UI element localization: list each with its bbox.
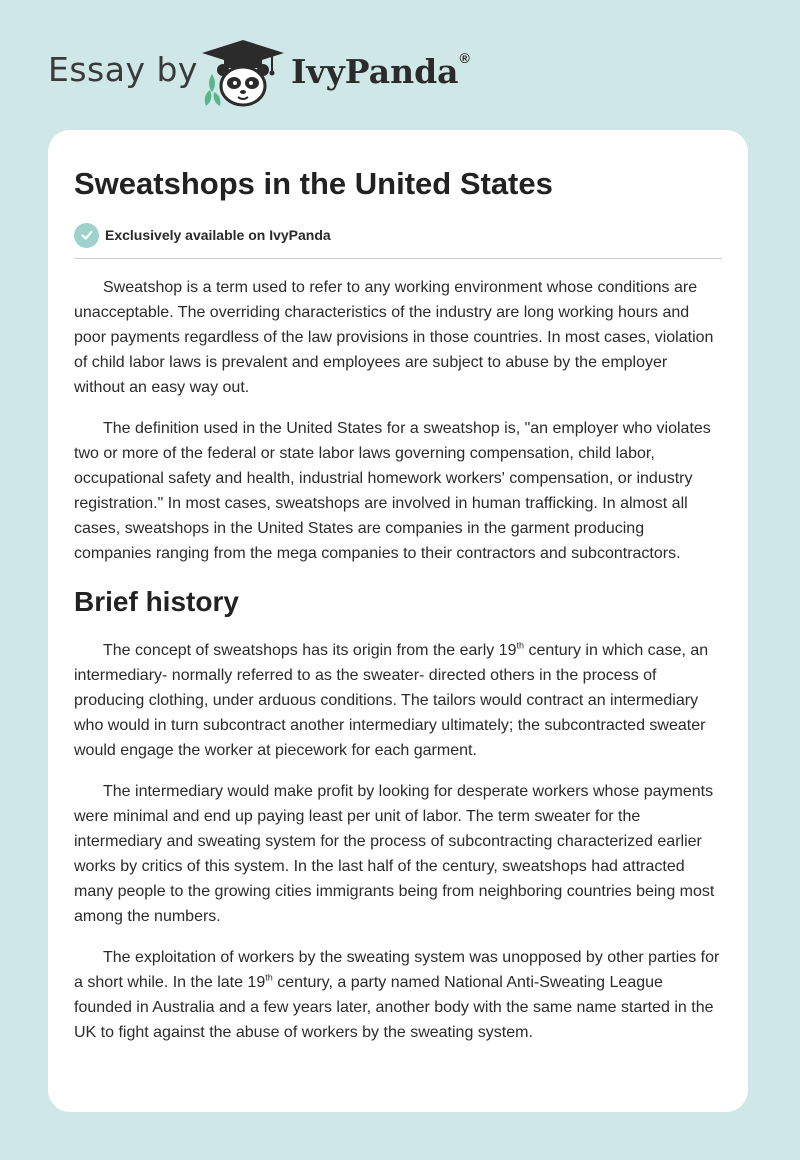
- paragraph: The exploitation of workers by the sweating system was unopposed by other parties for a short while. In the late 19th century, a party named National Anti-Sweating League founded in Australia and a few years later, another body with the same name started in the UK to fight against the abuse of workers by the sweating system.: [74, 949, 720, 1041]
- exclusive-badge: [74, 222, 722, 248]
- paragraph: The definition used in the United States for a sweatshop is, "an employer who violates two or more of the federal or state labor laws governing compensation, child labor, occupational safety and health, industrial homework workers' compensation, or industry registration." In most cases, sweatshops are involved in human trafficking. In almost all cases, sweatshops in the United States are companies in the garment producing companies ranging from the mega companies to their contractors and subcontractors.: [74, 420, 711, 562]
- paragraph: Sweatshop is a term used to refer to any working environment whose conditions are unacceptable. The overriding characteristics of the industry are long working hours and poor payments regardless of the law provisions in those countries. In most cases, violation of child labor laws is prevalent and employees are subject to abuse by the employer without an easy way out.: [74, 279, 714, 396]
- page-title: Sweatshops in the United States: [74, 166, 553, 201]
- essay-body: [74, 275, 722, 1045]
- paragraph: The concept of sweatshops has its origin from the early 19th century in which case, an intermediary- normally referred to as the sweater- directed others in the process of producing clothing, under arduous conditions. The tailors would contract an intermediary who would in turn subcontract another intermediary ultimately; the subcontracted sweater would engage the worker at piecework for each garment.: [74, 640, 709, 759]
- panda-graduate-icon[interactable]: [200, 34, 286, 110]
- essay-by-label: Essay by: [48, 50, 198, 89]
- brand-name[interactable]: IvyPanda®: [291, 50, 470, 91]
- registered-mark: ®: [459, 50, 470, 66]
- site-header: [0, 0, 800, 130]
- check-icon: [74, 223, 99, 248]
- exclusive-label: Exclusively available on IvyPanda: [105, 227, 331, 243]
- essay-card: [48, 130, 748, 1112]
- paragraph: The intermediary would make profit by looking for desperate workers whose payments were minimal and end up paying least per unit of labor. The term sweater for the intermediary and sweating system for the process of subcontracting characterized earlier works by critics of this system. In the last half of the century, sweatshops had attracted many people to the growing cities immigrants being from neighboring countries being most among the numbers.: [74, 783, 715, 925]
- section-heading: Brief history: [74, 586, 239, 617]
- divider: [74, 258, 722, 259]
